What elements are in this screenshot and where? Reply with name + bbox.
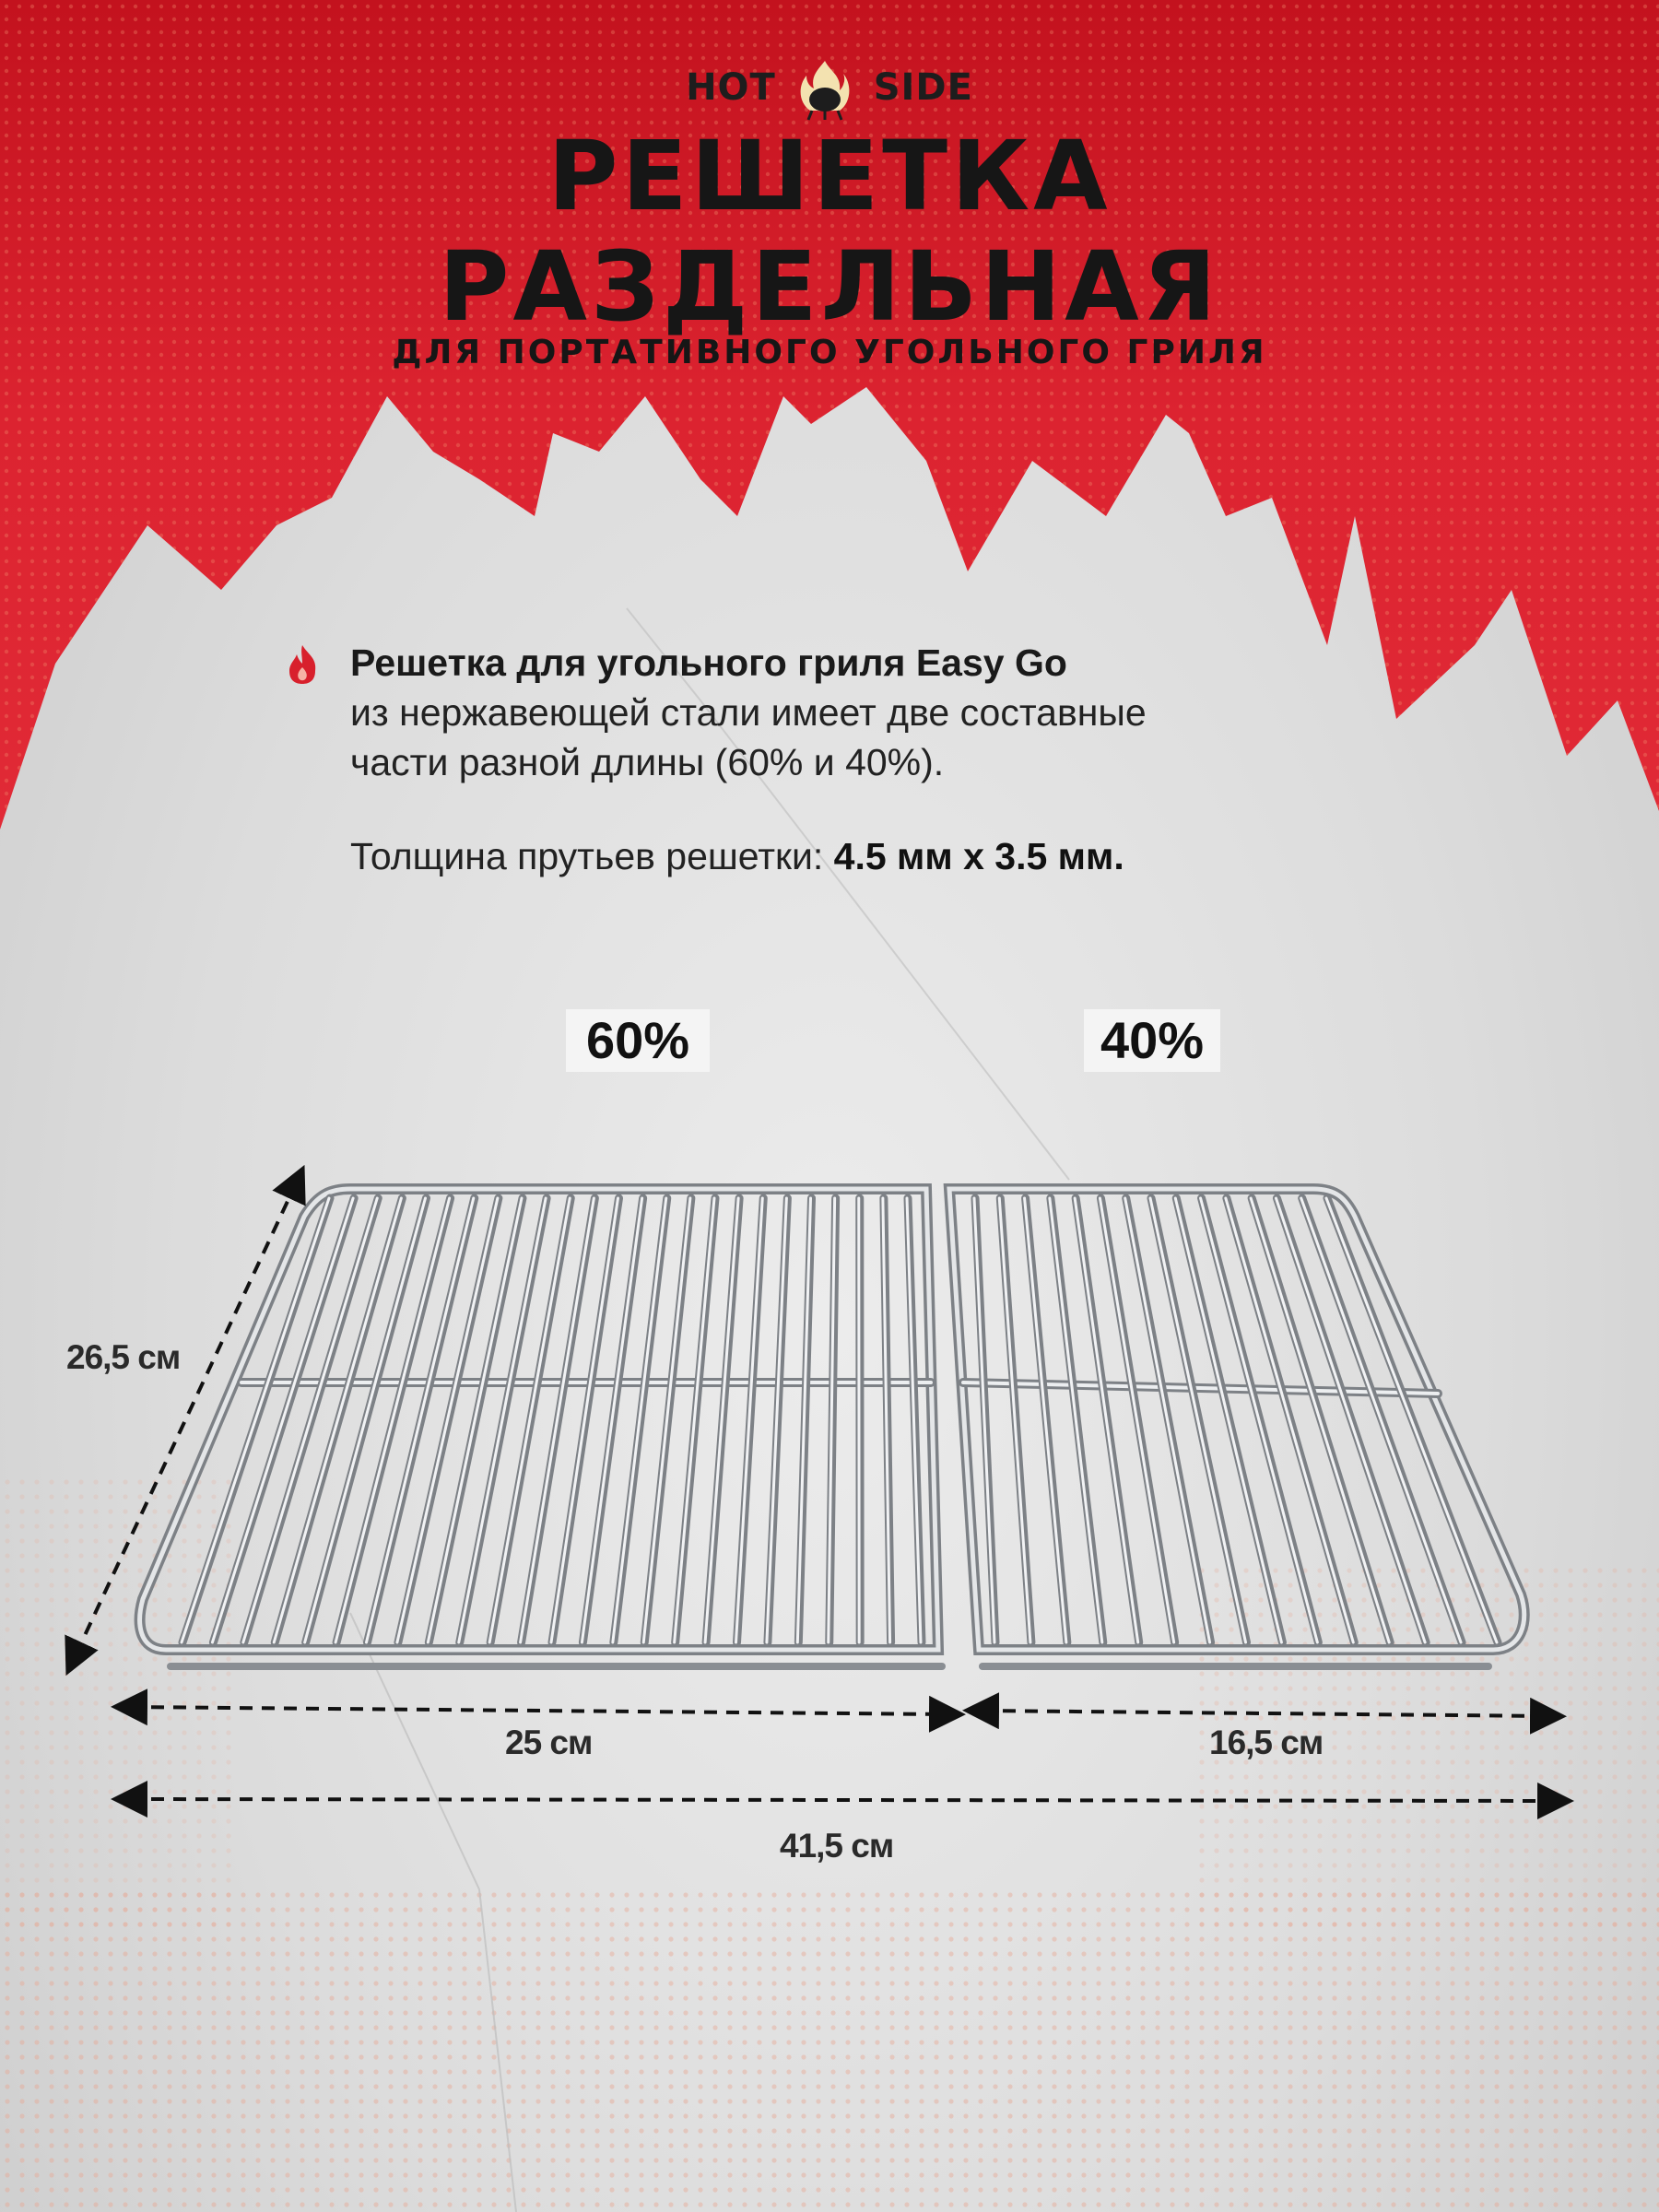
title-line-2: РАЗДЕЛЬНАЯ: [439, 230, 1220, 343]
description-line-3: части разной длины (60% и 40%).: [350, 741, 945, 783]
right-bar-highlight-2: [999, 1198, 1030, 1642]
description-headline: Решетка для угольного гриля Easy Go: [350, 641, 1067, 684]
grill-left-bars: [182, 1198, 922, 1642]
left-bar-highlight-6: [335, 1198, 450, 1642]
grill-right-bars: [974, 1198, 1498, 1642]
right-bar-highlight-5: [1075, 1198, 1138, 1642]
brand-left: HOT: [686, 66, 776, 109]
subtitle: ДЛЯ ПОРТАТИВНОГО УГОЛЬНОГО ГРИЛЯ: [392, 334, 1267, 371]
right-bar-highlight-12: [1251, 1198, 1389, 1642]
thickness-value: 4.5 мм х 3.5 мм.: [833, 835, 1124, 877]
left-width-arrow: [129, 1707, 947, 1714]
left-part-percent: 60%: [566, 1009, 710, 1072]
total-width-label: 41,5 см: [780, 1827, 894, 1865]
right-width-label: 16,5 см: [1209, 1724, 1324, 1761]
right-width-arrow: [981, 1711, 1548, 1716]
left-bar-highlight-19: [736, 1198, 763, 1642]
right-bar-highlight-11: [1226, 1198, 1353, 1642]
left-bar-highlight-5: [305, 1198, 426, 1642]
thickness-label: Толщина прутьев решетки:: [350, 835, 824, 877]
left-bar-highlight-15: [613, 1198, 666, 1642]
depth-label: 26,5 см: [66, 1338, 181, 1376]
right-part-percent: 40%: [1084, 1009, 1220, 1072]
total-width-arrow: [129, 1799, 1556, 1801]
description-line-2: из нержавеющей стали имеет две составные: [350, 691, 1147, 734]
left-bar-highlight-20: [767, 1198, 786, 1642]
left-width-label: 25 см: [505, 1724, 593, 1761]
brand-right: SIDE: [873, 66, 973, 109]
title-line-1: РЕШЕТКА: [547, 120, 1112, 232]
